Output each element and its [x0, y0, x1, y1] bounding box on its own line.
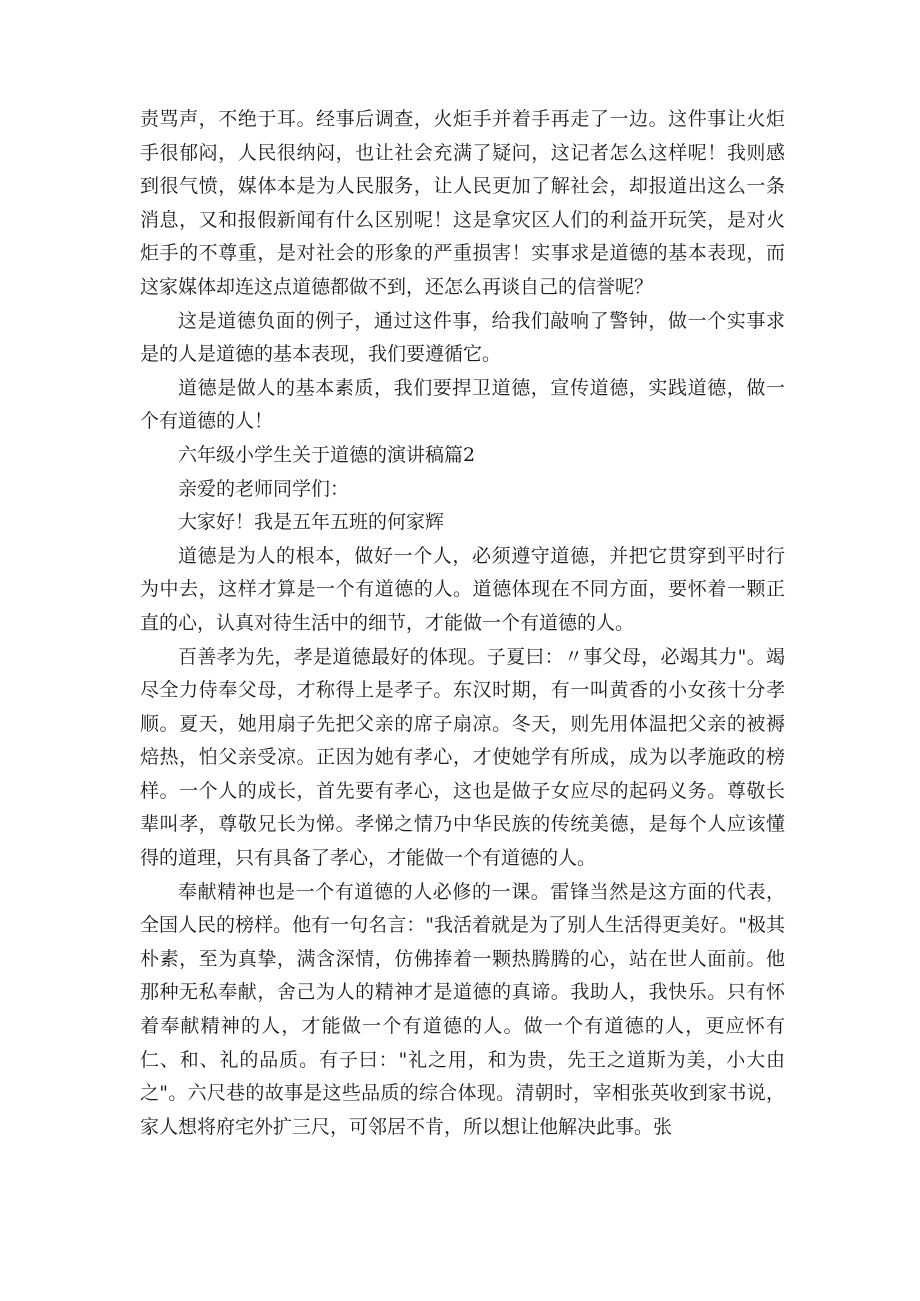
paragraph-1: 责骂声，不绝于耳。经事后调查，火炬手并着手再走了一边。这件事让火炬手很郁闷，人民很纳闷，也让社会充满了疑问，这记者怎么这样呢！我则感到很气愤，媒体本是为人民服务，让人民更加了解社会，却报道出这么一条消息，又和报假新闻有什么区别呢！这是拿灾区人们的利益开玩笑，是对火炬手的不尊重，是对社会的形象的严重损害！实事求是道德的基本表现，而这家媒体却连这点道德都做不到，还怎么再谈自己的信誉呢？	[140, 108, 785, 298]
section-heading: 六年级小学生关于道德的演讲稿篇2	[178, 443, 476, 466]
paragraph-8: 百善孝为先，孝是道德最好的体现。子夏曰：〃事父母，必竭其力"。竭尽全力侍奉父母，才称得上是孝子。东汉时期，有一叫黄香的小女孩十分孝顺。夏天，她用扇子先把父亲的席子扇凉。冬天，则先用体温把父亲的被褥焙热，怕父亲受凉。正因为她有孝心，才使她学有所成，成为以孝施政的榜样。一个人的成长，首先要有孝心，这也是做子女应尽的起码义务。尊敬长辈叫孝，尊敬兄长为悌。孝悌之情乃中华民族的传统美德，是每个人应该懂得的道理，只有具备了孝心，才能做一个有道德的人。	[140, 645, 785, 870]
greeting: 大家好！我是五年五班的何家辉	[178, 511, 445, 534]
salutation: 亲爱的老师同学们：	[178, 477, 350, 500]
paragraph-2: 这是道德负面的例子，通过这件事，给我们敲响了警钟，做一个实事求是的人是道德的基本表现，我们要遵循它。	[140, 309, 785, 366]
paragraph-3: 道德是做人的基本素质，我们要捍卫道德，宣传道德，实践道德，做一个有道德的人！	[140, 376, 785, 433]
document-page	[140, 103, 785, 1144]
paragraph-9: 奉献精神也是一个有道德的人必修的一课。雷锋当然是这方面的代表，全国人民的榜样。他有一句名言："我活着就是为了别人生活得更美好。"极其朴素，至为真挚，满含深情，仿佛捧着一颗热腾腾的心，站在世人面前。他那种无私奉献，舍己为人的精神才是道德的真谛。我助人，我快乐。只有怀着奉献精神的人，才能做一个有道德的人。做一个有道德的人，更应怀有仁、和、礼的品质。有子曰："礼之用，和为贵，先王之道斯为美，小大由之"。六尺巷的故事是这些品质的综合体现。清朝时，宰相张英收到家书说，家人想将府宅外扩三尺，可邻居不肯，所以想让他解决此事。张	[140, 880, 785, 1138]
paragraph-7: 道德是为人的根本，做好一个人，必须遵守道德，并把它贯穿到平时行为中去，这样才算是一个有道德的人。道德体现在不同方面，要怀着一颗正直的心，认真对待生活中的细节，才能做一个有道德的人。	[140, 544, 785, 634]
